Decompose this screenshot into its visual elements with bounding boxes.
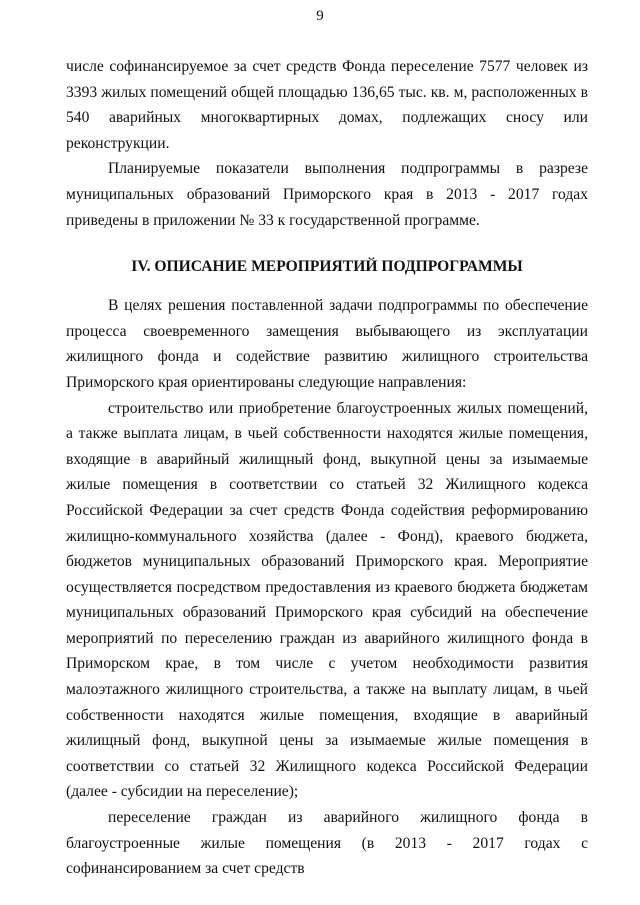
paragraph: переселение граждан из аварийного жилищного фонда в благоустроенные жилые помещения (в 2013 - 2017 годах с софинансированием за счет средств	[66, 809, 588, 878]
section-heading: IV. ОПИСАНИЕ МЕРОПРИЯТИЙ ПОДПРОГРАММЫ	[131, 258, 523, 276]
page-number: 9	[316, 8, 324, 24]
paragraph: В целях решения поставленной задачи подпрограммы по обеспечение процесса своевременного замещения выбывающего из эксплуатации жилищного фонда и содействие развитию жилищного строительства Приморского края ориентированы следующие направления:	[66, 297, 588, 391]
paragraph: числе софинансируемое за счет средств Фонда переселение 7577 человек из 3393 жилых помещений общей площадью 136,65 тыс. кв. м, расположенных в 540 аварийных многоквартирных домах, подлежащих сносу или реконструкции.	[66, 58, 588, 152]
document-body	[66, 54, 588, 882]
paragraph: строительство или приобретение благоустроенных жилых помещений, а также выплата лицам, в чьей собственности находятся жилые помещения, входящие в аварийный жилищный фонд, выкупной цены за изымаемые жилые помещения в соответствии со статьей 32 Жилищного кодекса Российской Федерации за счет средств Фонда содействия реформированию жилищно-коммунального хозяйства (далее - Фонд), краевого бюджета, бюджетов муниципальных образований Приморского края. Мероприятие осуществляется посредством предоставления из краевого бюджета бюджетам муниципальных образований Приморского края субсидий на обеспечение мероприятий по переселению граждан из аварийного жилищного фонда в Приморском крае, в том числе с учетом необходимости развития малоэтажного жилищного строительства, а также на выплату лицам, в чьей собственности находятся жилые помещения, входящие в аварийный жилищный фонд, выкупной цены за изымаемые жилые помещения в соответствии со статьей 32 Жилищного кодекса Российской Федерации (далее - субсидии на переселение);	[66, 399, 588, 801]
paragraph: Планируемые показатели выполнения подпрограммы в разрезе муниципальных образований Приморского края в 2013 - 2017 годах приведены в приложении № 33 к государственной программе.	[66, 160, 588, 229]
